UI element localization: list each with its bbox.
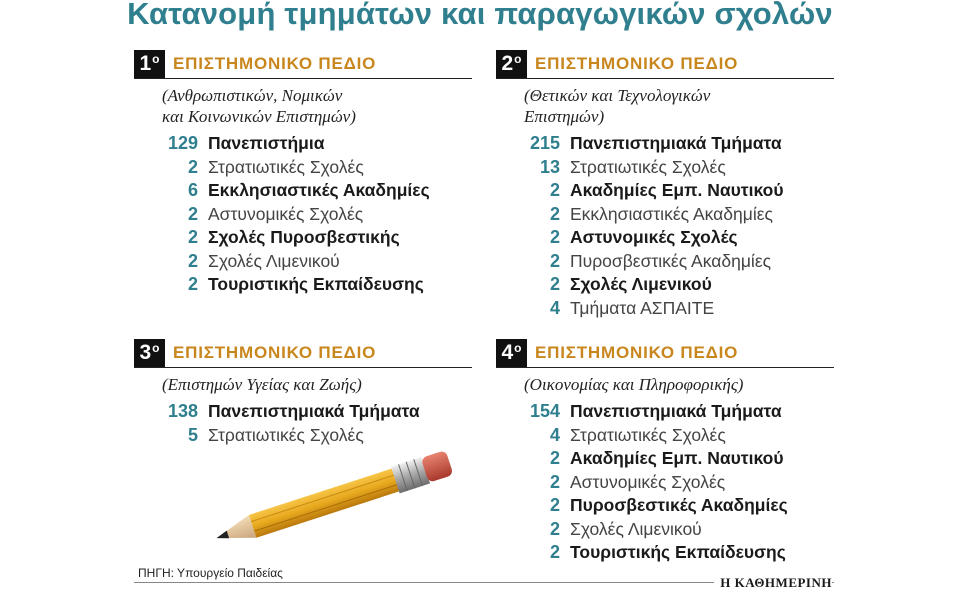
- infographic-title: Κατανομή τμημάτων και παραγωγικών σχολών: [127, 0, 833, 31]
- list-item: 5 Στρατιωτικές Σχολές: [187, 424, 364, 445]
- list-item: 2 Σχολές Λιμενικού: [549, 274, 712, 294]
- list-item: 2 Ακαδημίες Εμπ. Ναυτικού: [549, 448, 784, 468]
- list-item: 2 Σχολές Λιμενικού: [187, 250, 340, 271]
- list-item: 4 Τμήματα ΑΣΠΑΙΤΕ: [549, 297, 715, 318]
- list-item: 2 Εκκλησιαστικές Ακαδημίες: [549, 203, 773, 224]
- pencil-icon: [208, 440, 478, 555]
- field-header: [496, 50, 834, 79]
- field-subtitle: (Επιστημών Υγείας και Ζωής): [162, 375, 362, 394]
- field-name: ΕΠΙΣΤΗΜΟΝΙΚΟ ΠΕΔΙΟ: [535, 343, 739, 362]
- field-number-badge: 3 $^o$: [134, 339, 165, 367]
- list-item: 2 Αστυνομικές Σχολές: [549, 227, 738, 247]
- list-item: 2 Πυροσβεστικές Ακαδημίες: [549, 495, 788, 515]
- field-1: [134, 50, 472, 298]
- list-item: 2 Ακαδημίες Εμπ. Ναυτικού: [549, 180, 784, 200]
- field-header: [134, 339, 472, 368]
- field-number-badge: 2 $^o$: [496, 50, 527, 78]
- list-item: 2 Αστυνομικές Σχολές: [187, 203, 364, 224]
- list-item: 13 Στρατιωτικές Σχολές: [539, 156, 726, 177]
- field-header: [496, 339, 834, 368]
- field-3: [134, 339, 472, 448]
- list-item: 129 Πανεπιστήμια: [167, 133, 325, 153]
- publisher-logo: Η ΚΑΘΗΜΕΡΙΝΗ: [714, 575, 832, 591]
- list-item: 2 Πυροσβεστικές Ακαδημίες: [549, 250, 772, 271]
- list-item: 2 Τουριστικής Εκπαίδευσης: [187, 274, 424, 294]
- list-item: 138 Πανεπιστημιακά Τμήματα: [167, 401, 420, 421]
- field-header: [134, 50, 472, 79]
- field-list: [496, 133, 834, 321]
- field-subtitle: (Θετικών και Τεχνολογικών Επιστημών): [524, 86, 711, 126]
- list-item: 2 Τουριστικής Εκπαίδευσης: [549, 542, 786, 562]
- list-item: 154 Πανεπιστημιακά Τμήματα: [529, 401, 782, 421]
- list-item: 215 Πανεπιστημιακά Τμήματα: [529, 133, 782, 153]
- field-2: [496, 50, 834, 321]
- list-item: 2 Αστυνομικές Σχολές: [549, 471, 726, 492]
- list-item: 2 Σχολές Πυροσβεστικής: [187, 227, 400, 247]
- field-number-badge: 4 $^o$: [496, 339, 527, 367]
- field-name: ΕΠΙΣΤΗΜΟΝΙΚΟ ΠΕΔΙΟ: [535, 54, 739, 73]
- field-list: [496, 401, 834, 566]
- source-note: ΠΗΓΗ: Υπουργείο Παιδείας: [138, 566, 283, 580]
- list-item: 4 Στρατιωτικές Σχολές: [549, 424, 726, 445]
- field-number-badge: 1 $^o$: [134, 50, 165, 78]
- field-subtitle: (Ανθρωπιστικών, Νομικών και Κοινωνικών Επιστημών): [162, 86, 356, 126]
- list-item: 2 Σχολές Λιμενικού: [549, 518, 702, 539]
- field-4: [496, 339, 834, 566]
- field-name: ΕΠΙΣΤΗΜΟΝΙΚΟ ΠΕΔΙΟ: [173, 54, 377, 73]
- field-name: ΕΠΙΣΤΗΜΟΝΙΚΟ ΠΕΔΙΟ: [173, 343, 377, 362]
- field-subtitle: (Οικονομίας και Πληροφορικής): [524, 375, 744, 394]
- field-list: [134, 133, 472, 298]
- list-item: 6 Εκκλησιαστικές Ακαδημίες: [187, 180, 430, 200]
- list-item: 2 Στρατιωτικές Σχολές: [187, 156, 364, 177]
